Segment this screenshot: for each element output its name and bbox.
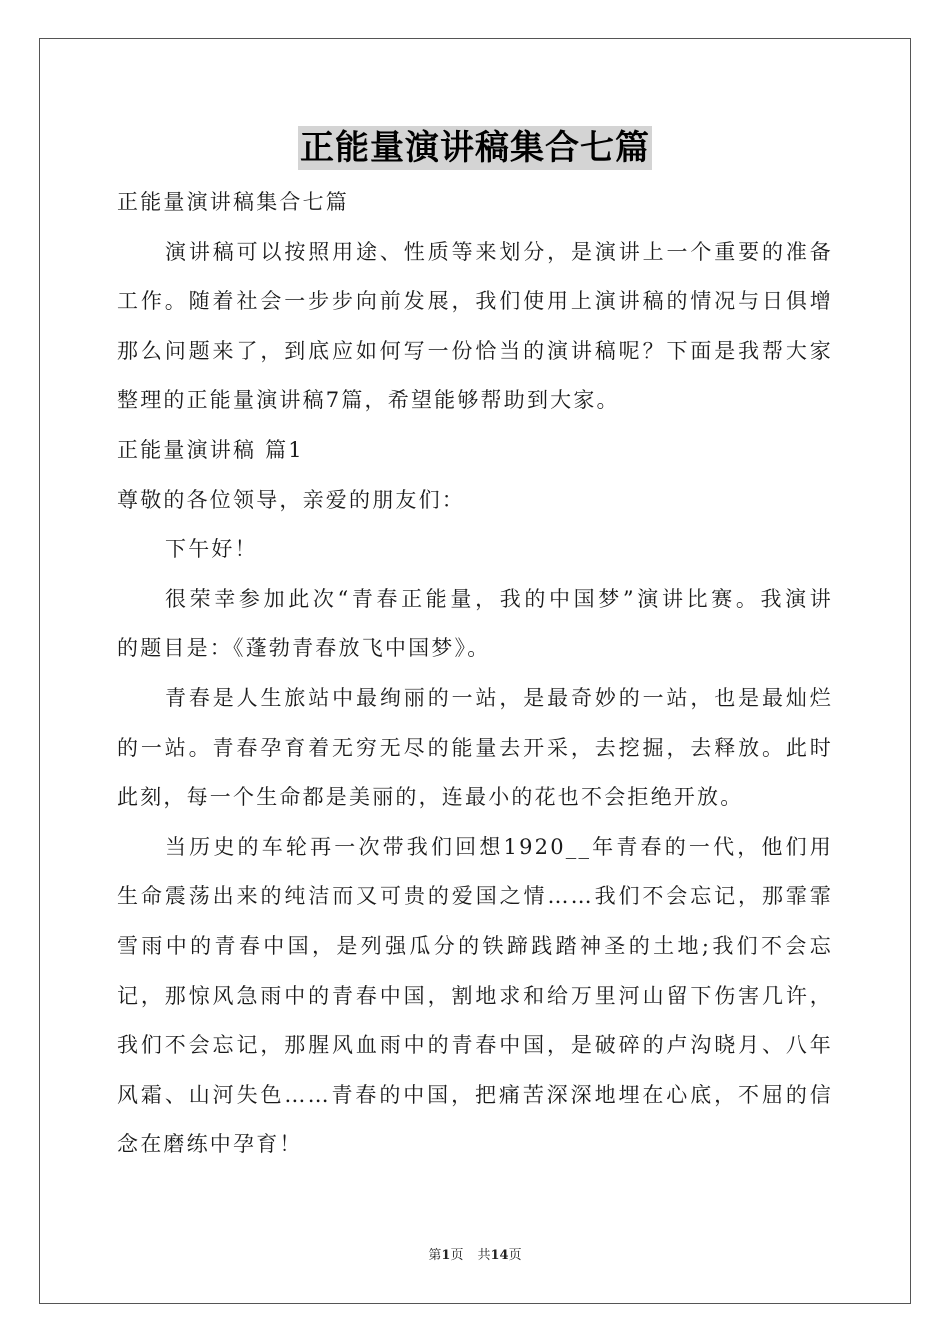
text-line: 此刻，每一个生命都是美丽的，连最小的花也不会拒绝开放。 [117,785,744,810]
page-suffix: 页 [450,1248,464,1263]
text-line: 当历史的车轮再一次带我们回想1920__年青春的一代，他们用 [165,834,833,859]
text-line: 记，那惊风急雨中的青春中国，割地求和给万里河山留下伤害几许， [117,983,833,1008]
text-line: 念在磨练中孕育！ [117,1132,303,1157]
page-total: 14 [490,1248,509,1263]
text-line: 生命震荡出来的纯洁而又可贵的爱国之情……我们不会忘记，那霏霏 [117,884,833,909]
text-line: 整理的正能量演讲稿7篇，希望能够帮助到大家。 [117,388,620,413]
text-line: 青春是人生旅站中最绚丽的一站，是最奇妙的一站，也是最灿烂 [165,685,833,710]
document-title: 正能量演讲稿集合七篇 [300,128,650,168]
total-prefix: 共 [477,1248,491,1263]
text-line: 的一站。青春孕育着无穷无尽的能量去开采，去挖掘，去释放。此时 [117,735,833,760]
text-line: 下午好！ [165,537,258,562]
text-line: 正能量演讲稿 篇1 [117,437,304,462]
page-footer [0,1247,950,1265]
text-line: 我们不会忘记，那腥风血雨中的青春中国，是破碎的卢沟晓月、八年 [117,1033,833,1058]
text-line: 很荣幸参加此次“青春正能量，我的中国梦”演讲比赛。我演讲 [165,586,833,611]
text-line: 风霜、山河失色……青春的中国，把痛苦深深地埋在心底，不屈的信 [117,1082,833,1107]
title-container [0,126,950,170]
document-body [117,178,833,1170]
text-line: 工作。随着社会一步步向前发展，我们使用上演讲稿的情况与日俱增 [117,289,833,314]
total-suffix: 页 [508,1248,522,1263]
text-line: 雪雨中的青春中国，是列强瓜分的铁蹄践踏神圣的土地;我们不会忘 [117,933,833,958]
text-line: 演讲稿可以按照用途、性质等来划分，是演讲上一个重要的准备 [165,239,833,264]
text-line: 那么问题来了，到底应如何写一份恰当的演讲稿呢？下面是我帮大家 [117,338,833,363]
page-current: 1 [441,1248,451,1263]
text-line: 正能量演讲稿集合七篇 [117,190,349,214]
text-line: 尊敬的各位领导，亲爱的朋友们： [117,487,465,512]
page-prefix: 第 [428,1248,442,1263]
text-line: 的题目是：《蓬勃青春放飞中国梦》。 [117,636,491,661]
